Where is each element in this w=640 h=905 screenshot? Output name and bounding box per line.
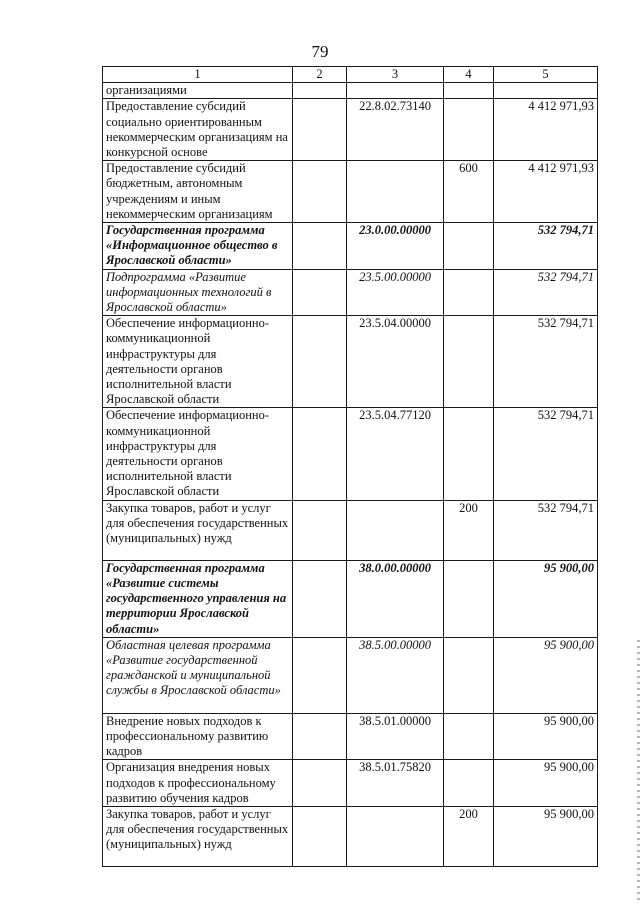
row-sum-cell: 532 794,71 — [494, 408, 598, 500]
row-name-cell: Обеспечение информационно-коммуникационной инфраструктуры для деятельности органов исполнительной власти Ярославской области — [103, 408, 293, 500]
row-empty-cell — [293, 161, 347, 223]
table-row — [103, 223, 598, 270]
row-name-cell: Областная целевая программа «Развитие государственной гражданской и муниципальной службы в Ярославской области» — [103, 637, 293, 713]
row-name-cell: Закупка товаров, работ и услуг для обеспечения государственных (муниципальных) нужд — [103, 806, 293, 866]
row-empty-cell — [293, 760, 347, 807]
table-row — [103, 408, 598, 500]
row-name-cell: Предоставление субсидий социально ориентированным некоммерческим организациям на конкурсной основе — [103, 99, 293, 161]
table-row — [103, 637, 598, 713]
row-type-cell: 200 — [444, 806, 494, 866]
row-sum-cell: 532 794,71 — [494, 316, 598, 408]
row-code-cell: 38.0.00.00000 — [347, 560, 444, 637]
row-code-cell: 23.5.04.77120 — [347, 408, 444, 500]
row-code-cell: 23.5.04.00000 — [347, 316, 444, 408]
row-type-cell — [444, 713, 494, 760]
row-type-cell: 600 — [444, 161, 494, 223]
row-empty-cell — [293, 637, 347, 713]
row-name-cell: Подпрограмма «Развитие информационных технологий в Ярославской области» — [103, 269, 293, 316]
table-header-row — [103, 67, 598, 83]
table-row — [103, 316, 598, 408]
row-type-cell — [444, 83, 494, 99]
column-header: 2 — [293, 67, 347, 83]
column-header: 5 — [494, 67, 598, 83]
row-name-cell: Закупка товаров, работ и услуг для обеспечения государственных (муниципальных) нужд — [103, 500, 293, 560]
column-header: 1 — [103, 67, 293, 83]
row-name-cell: Обеспечение информационно-коммуникационной инфраструктуры для деятельности органов исполнительной власти Ярославской области — [103, 316, 293, 408]
table-row — [103, 500, 598, 560]
row-empty-cell — [293, 223, 347, 270]
column-header: 3 — [347, 67, 444, 83]
row-code-cell: 23.5.00.00000 — [347, 269, 444, 316]
row-name-cell: организациями — [103, 83, 293, 99]
table-row — [103, 713, 598, 760]
table-row — [103, 161, 598, 223]
row-empty-cell — [293, 99, 347, 161]
row-sum-cell: 4 412 971,93 — [494, 99, 598, 161]
row-type-cell — [444, 223, 494, 270]
table-row — [103, 99, 598, 161]
row-empty-cell — [293, 560, 347, 637]
row-empty-cell — [293, 408, 347, 500]
row-sum-cell: 4 412 971,93 — [494, 161, 598, 223]
row-code-cell: 38.5.01.00000 — [347, 713, 444, 760]
row-type-cell — [444, 408, 494, 500]
row-type-cell — [444, 99, 494, 161]
row-empty-cell — [293, 269, 347, 316]
row-code-cell: 38.5.00.00000 — [347, 637, 444, 713]
table-body — [103, 83, 598, 867]
row-sum-cell: 532 794,71 — [494, 223, 598, 270]
table-row — [103, 806, 598, 866]
row-name-cell: Предоставление субсидий бюджетным, автономным учреждениям и иным некоммерческим организациям — [103, 161, 293, 223]
row-sum-cell: 95 900,00 — [494, 560, 598, 637]
table-row — [103, 269, 598, 316]
row-code-cell — [347, 161, 444, 223]
page-number: 79 — [311, 42, 329, 61]
row-empty-cell — [293, 806, 347, 866]
row-code-cell: 23.0.00.00000 — [347, 223, 444, 270]
table-row — [103, 560, 598, 637]
row-sum-cell: 532 794,71 — [494, 269, 598, 316]
row-name-cell: Государственная программа «Развитие системы государственного управления на территории Ярославской области» — [103, 560, 293, 637]
row-sum-cell: 95 900,00 — [494, 713, 598, 760]
row-empty-cell — [293, 713, 347, 760]
row-type-cell — [444, 760, 494, 807]
row-empty-cell — [293, 500, 347, 560]
table-row — [103, 83, 598, 99]
row-code-cell — [347, 806, 444, 866]
row-empty-cell — [293, 83, 347, 99]
row-sum-cell: 532 794,71 — [494, 500, 598, 560]
row-name-cell: Организация внедрения новых подходов к профессиональному развитию обучения кадров — [103, 760, 293, 807]
row-code-cell: 22.8.02.73140 — [347, 99, 444, 161]
row-empty-cell — [293, 316, 347, 408]
row-type-cell — [444, 316, 494, 408]
row-code-cell — [347, 500, 444, 560]
column-header: 4 — [444, 67, 494, 83]
row-sum-cell — [494, 83, 598, 99]
row-name-cell: Внедрение новых подходов к профессиональному развитию кадров — [103, 713, 293, 760]
row-code-cell: 38.5.01.75820 — [347, 760, 444, 807]
row-type-cell — [444, 637, 494, 713]
row-sum-cell: 95 900,00 — [494, 806, 598, 866]
row-sum-cell: 95 900,00 — [494, 637, 598, 713]
row-type-cell: 200 — [444, 500, 494, 560]
row-code-cell — [347, 83, 444, 99]
budget-table — [102, 66, 598, 867]
row-name-cell: Государственная программа «Информационное общество в Ярославской области» — [103, 223, 293, 270]
table-row — [103, 760, 598, 807]
row-type-cell — [444, 269, 494, 316]
row-sum-cell: 95 900,00 — [494, 760, 598, 807]
row-type-cell — [444, 560, 494, 637]
